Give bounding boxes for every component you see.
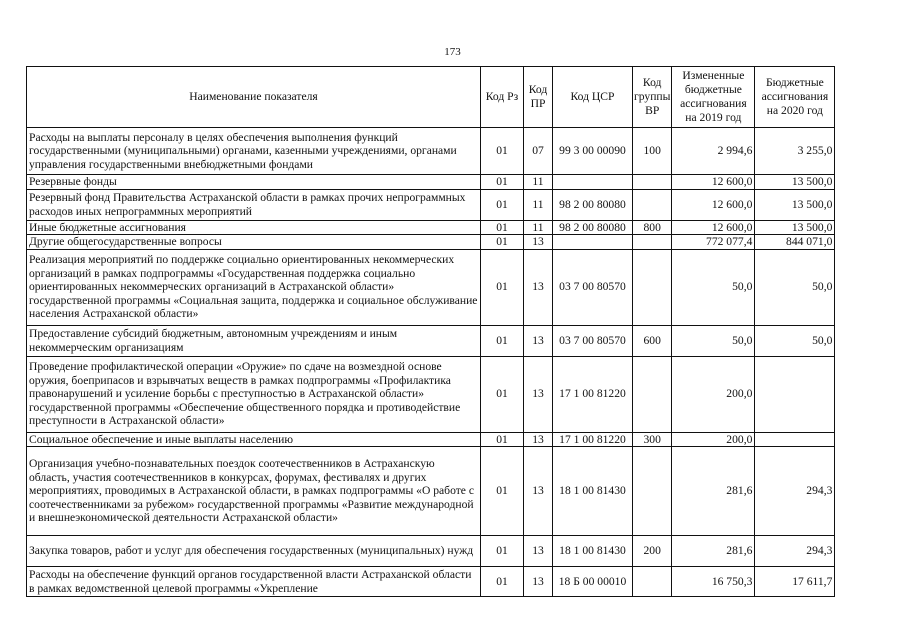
row-pr: 13: [524, 249, 553, 325]
table-row: [27, 432, 835, 447]
row-pr: 13: [524, 432, 553, 447]
row-2019: 12 600,0: [672, 189, 755, 220]
row-2019: 50,0: [672, 325, 755, 356]
table-row: [27, 249, 835, 325]
row-2020: 294,3: [755, 536, 835, 567]
row-pr: 07: [524, 128, 553, 175]
row-2020: 17 611,7: [755, 567, 835, 597]
row-2019: 12 600,0: [672, 220, 755, 235]
row-rz: 01: [481, 220, 524, 235]
row-pr: 13: [524, 356, 553, 432]
row-csr: 98 2 00 80080: [553, 189, 633, 220]
row-2020: 50,0: [755, 325, 835, 356]
table-row: [27, 235, 835, 250]
row-2020: 13 500,0: [755, 220, 835, 235]
row-rz: 01: [481, 567, 524, 597]
row-2019: 50,0: [672, 249, 755, 325]
row-csr: 18 Б 00 00010: [553, 567, 633, 597]
table-row: [27, 189, 835, 220]
row-vr: [633, 567, 672, 597]
table-row: [27, 175, 835, 190]
row-name: Расходы на обеспечение функций органов государственной власти Астраханской области в рамках ведомственной целевой программы «Укрепление: [27, 567, 481, 597]
row-vr: [633, 189, 672, 220]
row-2020: 294,3: [755, 447, 835, 536]
row-2020: 844 071,0: [755, 235, 835, 250]
row-pr: 13: [524, 447, 553, 536]
row-rz: 01: [481, 175, 524, 190]
header-pr: Код ПР: [524, 67, 553, 128]
table-row: [27, 447, 835, 536]
row-vr: [633, 447, 672, 536]
row-rz: 01: [481, 189, 524, 220]
row-vr: [633, 356, 672, 432]
row-2020: [755, 432, 835, 447]
row-csr: 18 1 00 81430: [553, 447, 633, 536]
row-name: Резервный фонд Правительства Астраханской области в рамках прочих непрограммных расходов иных непрограммных мероприятий: [27, 189, 481, 220]
row-vr: [633, 175, 672, 190]
row-csr: 03 7 00 80570: [553, 325, 633, 356]
row-2019: 12 600,0: [672, 175, 755, 190]
header-row: [27, 67, 835, 128]
row-pr: 11: [524, 175, 553, 190]
row-csr: [553, 175, 633, 190]
budget-table: [26, 66, 835, 597]
row-rz: 01: [481, 536, 524, 567]
row-2019: 281,6: [672, 447, 755, 536]
row-2020: 13 500,0: [755, 189, 835, 220]
row-csr: 17 1 00 81220: [553, 432, 633, 447]
row-pr: 11: [524, 220, 553, 235]
table-row: [27, 325, 835, 356]
header-vr: Код группы ВР: [633, 67, 672, 128]
page-number: 173: [444, 46, 461, 58]
row-2019: 2 994,6: [672, 128, 755, 175]
row-name: Предоставление субсидий бюджетным, автономным учреждениям и иным некоммерческим организациям: [27, 325, 481, 356]
row-name: Расходы на выплаты персоналу в целях обеспечения выполнения функций государственными (муниципальными) органами, казенными учреждениями, органами управления государственными внебюджетными фондами: [27, 128, 481, 175]
row-csr: 03 7 00 80570: [553, 249, 633, 325]
row-rz: 01: [481, 447, 524, 536]
row-pr: 13: [524, 235, 553, 250]
row-name: Проведение профилактической операции «Оружие» по сдаче на возмездной основе оружия, боеприпасов и взрывчатых веществ в рамках подпрограммы «Профилактика правонарушений и усиление борьбы с преступностью в Астраханской области» государственной программы «Обеспечение общественного порядка и противодействие преступности в Астраханской области»: [27, 356, 481, 432]
row-2020: 13 500,0: [755, 175, 835, 190]
row-rz: 01: [481, 432, 524, 447]
row-rz: 01: [481, 235, 524, 250]
row-name: Социальное обеспечение и иные выплаты населению: [27, 432, 481, 447]
row-csr: [553, 235, 633, 250]
row-name: Реализация мероприятий по поддержке социально ориентированных некоммерческих организаций в рамках подпрограммы «Государственная поддержка социально ориентированных некоммерческих организаций в Астраханской области» государственной программы «Социальная защита, поддержка и социальное обслуживание населения Астраханской области»: [27, 249, 481, 325]
row-vr: 200: [633, 536, 672, 567]
row-csr: 18 1 00 81430: [553, 536, 633, 567]
row-name: Закупка товаров, работ и услуг для обеспечения государственных (муниципальных) нужд: [27, 536, 481, 567]
header-2020: Бюджетные ассигнования на 2020 год: [755, 67, 835, 128]
row-2020: 3 255,0: [755, 128, 835, 175]
row-name: Резервные фонды: [27, 175, 481, 190]
row-vr: 100: [633, 128, 672, 175]
row-rz: 01: [481, 249, 524, 325]
row-2020: 50,0: [755, 249, 835, 325]
row-vr: 800: [633, 220, 672, 235]
table-row: [27, 128, 835, 175]
row-2019: 772 077,4: [672, 235, 755, 250]
row-rz: 01: [481, 325, 524, 356]
row-rz: 01: [481, 128, 524, 175]
row-name: Иные бюджетные ассигнования: [27, 220, 481, 235]
row-name: Другие общегосударственные вопросы: [27, 235, 481, 250]
row-vr: [633, 235, 672, 250]
row-2019: 16 750,3: [672, 567, 755, 597]
row-rz: 01: [481, 356, 524, 432]
table-row: [27, 567, 835, 597]
row-csr: 98 2 00 80080: [553, 220, 633, 235]
row-pr: 13: [524, 325, 553, 356]
table-row: [27, 356, 835, 432]
row-pr: 11: [524, 189, 553, 220]
row-2019: 281,6: [672, 536, 755, 567]
header-rz: Код Рз: [481, 67, 524, 128]
row-2019: 200,0: [672, 356, 755, 432]
row-vr: 300: [633, 432, 672, 447]
row-2020: [755, 356, 835, 432]
row-name: Организация учебно-познавательных поездок соотечественников в Астраханскую область, участия соотечественников в конкурсах, форумах, фестивалях и других мероприятиях, проводимых в Астраханской области, в рамках подпрограммы «О работе с соотечественниками за рубежом» государственной программы «Развитие международной и внешнеэкономической деятельности Астраханской области»: [27, 447, 481, 536]
row-vr: 600: [633, 325, 672, 356]
row-2019: 200,0: [672, 432, 755, 447]
table-row: [27, 536, 835, 567]
header-2019: Измененные бюджетные ассигнования на 2019 год: [672, 67, 755, 128]
row-vr: [633, 249, 672, 325]
row-csr: 17 1 00 81220: [553, 356, 633, 432]
row-pr: 13: [524, 536, 553, 567]
table-row: [27, 220, 835, 235]
row-pr: 13: [524, 567, 553, 597]
header-csr: Код ЦСР: [553, 67, 633, 128]
header-name: Наименование показателя: [27, 67, 481, 128]
row-csr: 99 3 00 00090: [553, 128, 633, 175]
